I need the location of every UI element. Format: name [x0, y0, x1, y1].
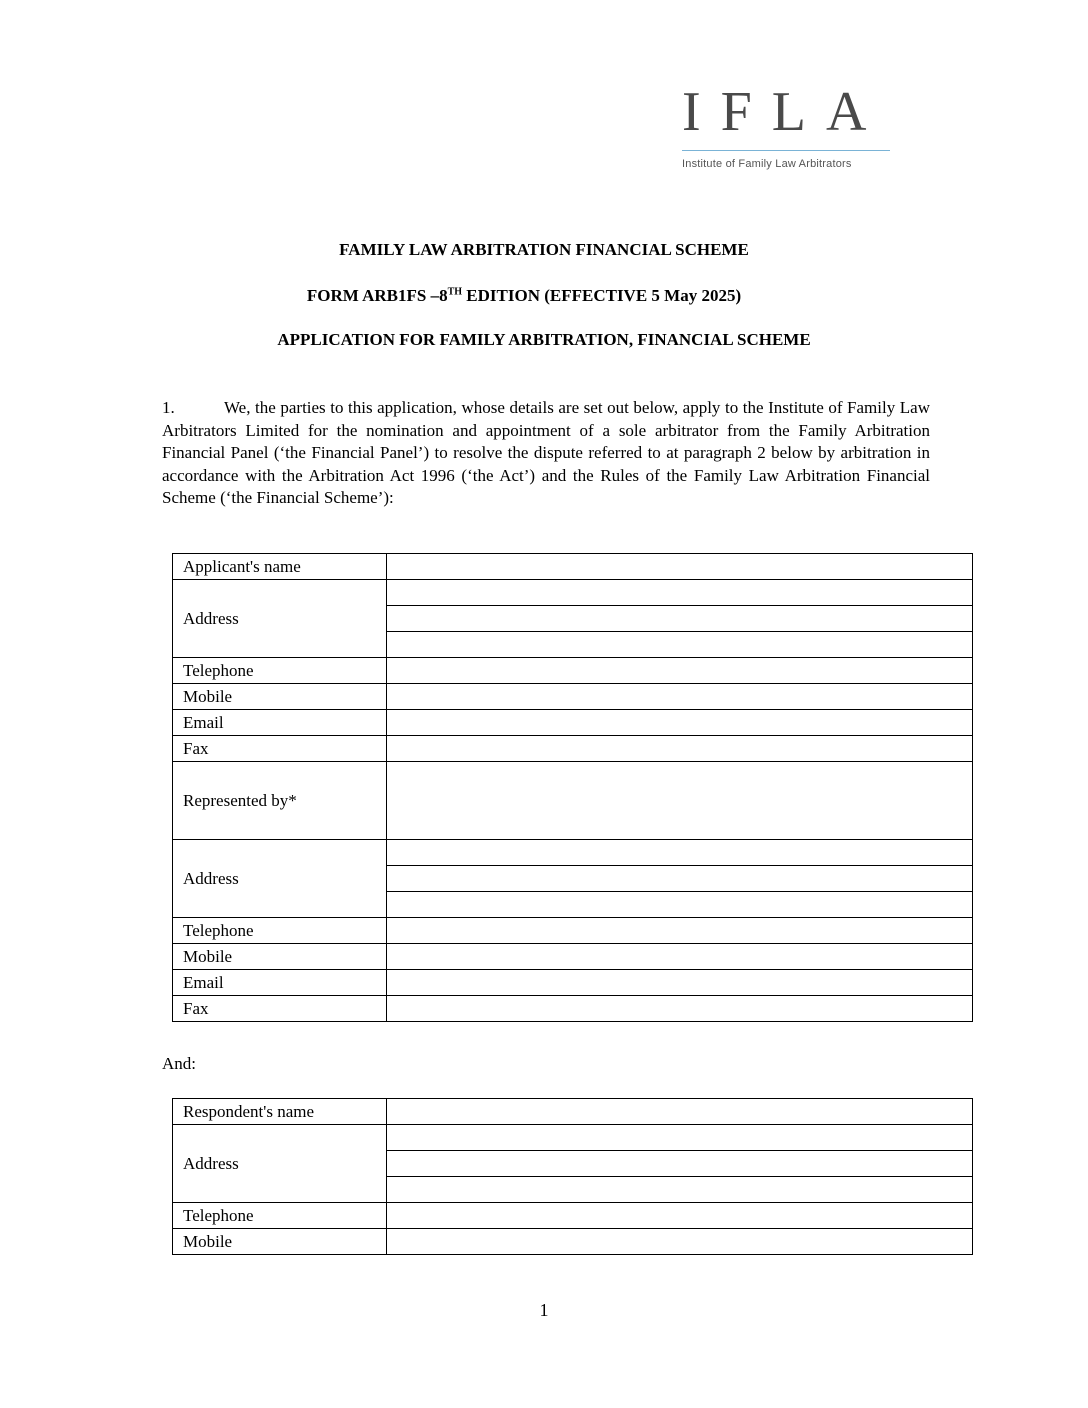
table-row	[173, 762, 973, 840]
rep-telephone-label: Telephone	[173, 918, 387, 944]
table-row	[173, 1203, 973, 1229]
edition-superscript: TH	[447, 286, 463, 298]
respondent-details-table	[172, 1098, 973, 1255]
respondent-address-line-1[interactable]	[387, 1125, 973, 1151]
rep-telephone-field[interactable]	[387, 918, 973, 944]
table-row	[173, 840, 973, 866]
represented-by-label: Represented by*	[173, 762, 387, 840]
rep-address-line-3[interactable]	[387, 892, 973, 918]
applicant-telephone-label: Telephone	[173, 658, 387, 684]
ifla-logo	[682, 81, 892, 170]
rep-address-label: Address	[173, 840, 387, 918]
respondent-address-label: Address	[173, 1125, 387, 1203]
logo-divider	[682, 150, 890, 151]
rep-email-label: Email	[173, 970, 387, 996]
applicant-fax-field[interactable]	[387, 736, 973, 762]
rep-address-line-2[interactable]	[387, 866, 973, 892]
rep-mobile-field[interactable]	[387, 944, 973, 970]
applicant-email-field[interactable]	[387, 710, 973, 736]
scheme-title: FAMILY LAW ARBITRATION FINANCIAL SCHEME	[339, 240, 749, 259]
table-row	[173, 918, 973, 944]
page-number: 1	[539, 1300, 549, 1320]
applicant-address-line-2[interactable]	[387, 606, 973, 632]
intro-paragraph	[162, 397, 930, 510]
table-row	[173, 736, 973, 762]
form-edition-prefix: FORM ARB1FS –8	[306, 286, 448, 305]
rep-email-field[interactable]	[387, 970, 973, 996]
applicant-address-line-3[interactable]	[387, 632, 973, 658]
paragraph-text: We, the parties to this application, whose details are set out below, apply to the Institute of Family Law Arbitrators Limited for the nomination and appointment of a sole arbitrator from the Family Arbitration Financial Panel (‘the Financial Panel’) to resolve the dispute referred to at paragraph 2 below by arbitration in accordance with the Arbitration Act 1996 (‘the Act’) and the Rules of the Family Law Arbitration Financial Scheme (‘the Financial Scheme’):	[162, 398, 930, 507]
table-row	[173, 970, 973, 996]
applicant-name-field[interactable]	[387, 554, 973, 580]
applicant-mobile-label: Mobile	[173, 684, 387, 710]
respondent-address-line-3[interactable]	[387, 1177, 973, 1203]
respondent-name-field[interactable]	[387, 1099, 973, 1125]
table-row	[173, 1099, 973, 1125]
applicant-address-label: Address	[173, 580, 387, 658]
and-label: And:	[162, 1054, 196, 1073]
form-edition-suffix: EDITION (EFFECTIVE 5 May 2025)	[462, 286, 742, 305]
table-row	[173, 580, 973, 606]
respondent-address-line-2[interactable]	[387, 1151, 973, 1177]
represented-by-field[interactable]	[387, 762, 973, 840]
table-row	[173, 710, 973, 736]
rep-mobile-label: Mobile	[173, 944, 387, 970]
applicant-name-label: Applicant's name	[173, 554, 387, 580]
applicant-mobile-field[interactable]	[387, 684, 973, 710]
table-row	[173, 944, 973, 970]
applicant-email-label: Email	[173, 710, 387, 736]
respondent-telephone-field[interactable]	[387, 1203, 973, 1229]
application-title: APPLICATION FOR FAMILY ARBITRATION, FINANCIAL SCHEME	[277, 330, 811, 349]
applicant-fax-label: Fax	[173, 736, 387, 762]
table-row	[173, 1125, 973, 1151]
logo-tagline: Institute of Family Law Arbitrators	[682, 158, 852, 170]
rep-fax-field[interactable]	[387, 996, 973, 1022]
applicant-telephone-field[interactable]	[387, 658, 973, 684]
respondent-telephone-label: Telephone	[173, 1203, 387, 1229]
rep-fax-label: Fax	[173, 996, 387, 1022]
table-row	[173, 554, 973, 580]
table-row	[173, 1229, 973, 1255]
applicant-details-table	[172, 553, 973, 1022]
respondent-name-label: Respondent's name	[173, 1099, 387, 1125]
respondent-mobile-label: Mobile	[173, 1229, 387, 1255]
logo-letters: IFLA	[682, 81, 887, 143]
respondent-mobile-field[interactable]	[387, 1229, 973, 1255]
paragraph-number: 1.	[162, 398, 175, 417]
table-row	[173, 996, 973, 1022]
rep-address-line-1[interactable]	[387, 840, 973, 866]
applicant-address-line-1[interactable]	[387, 580, 973, 606]
table-row	[173, 658, 973, 684]
table-row	[173, 684, 973, 710]
form-edition-title	[0, 286, 1068, 306]
